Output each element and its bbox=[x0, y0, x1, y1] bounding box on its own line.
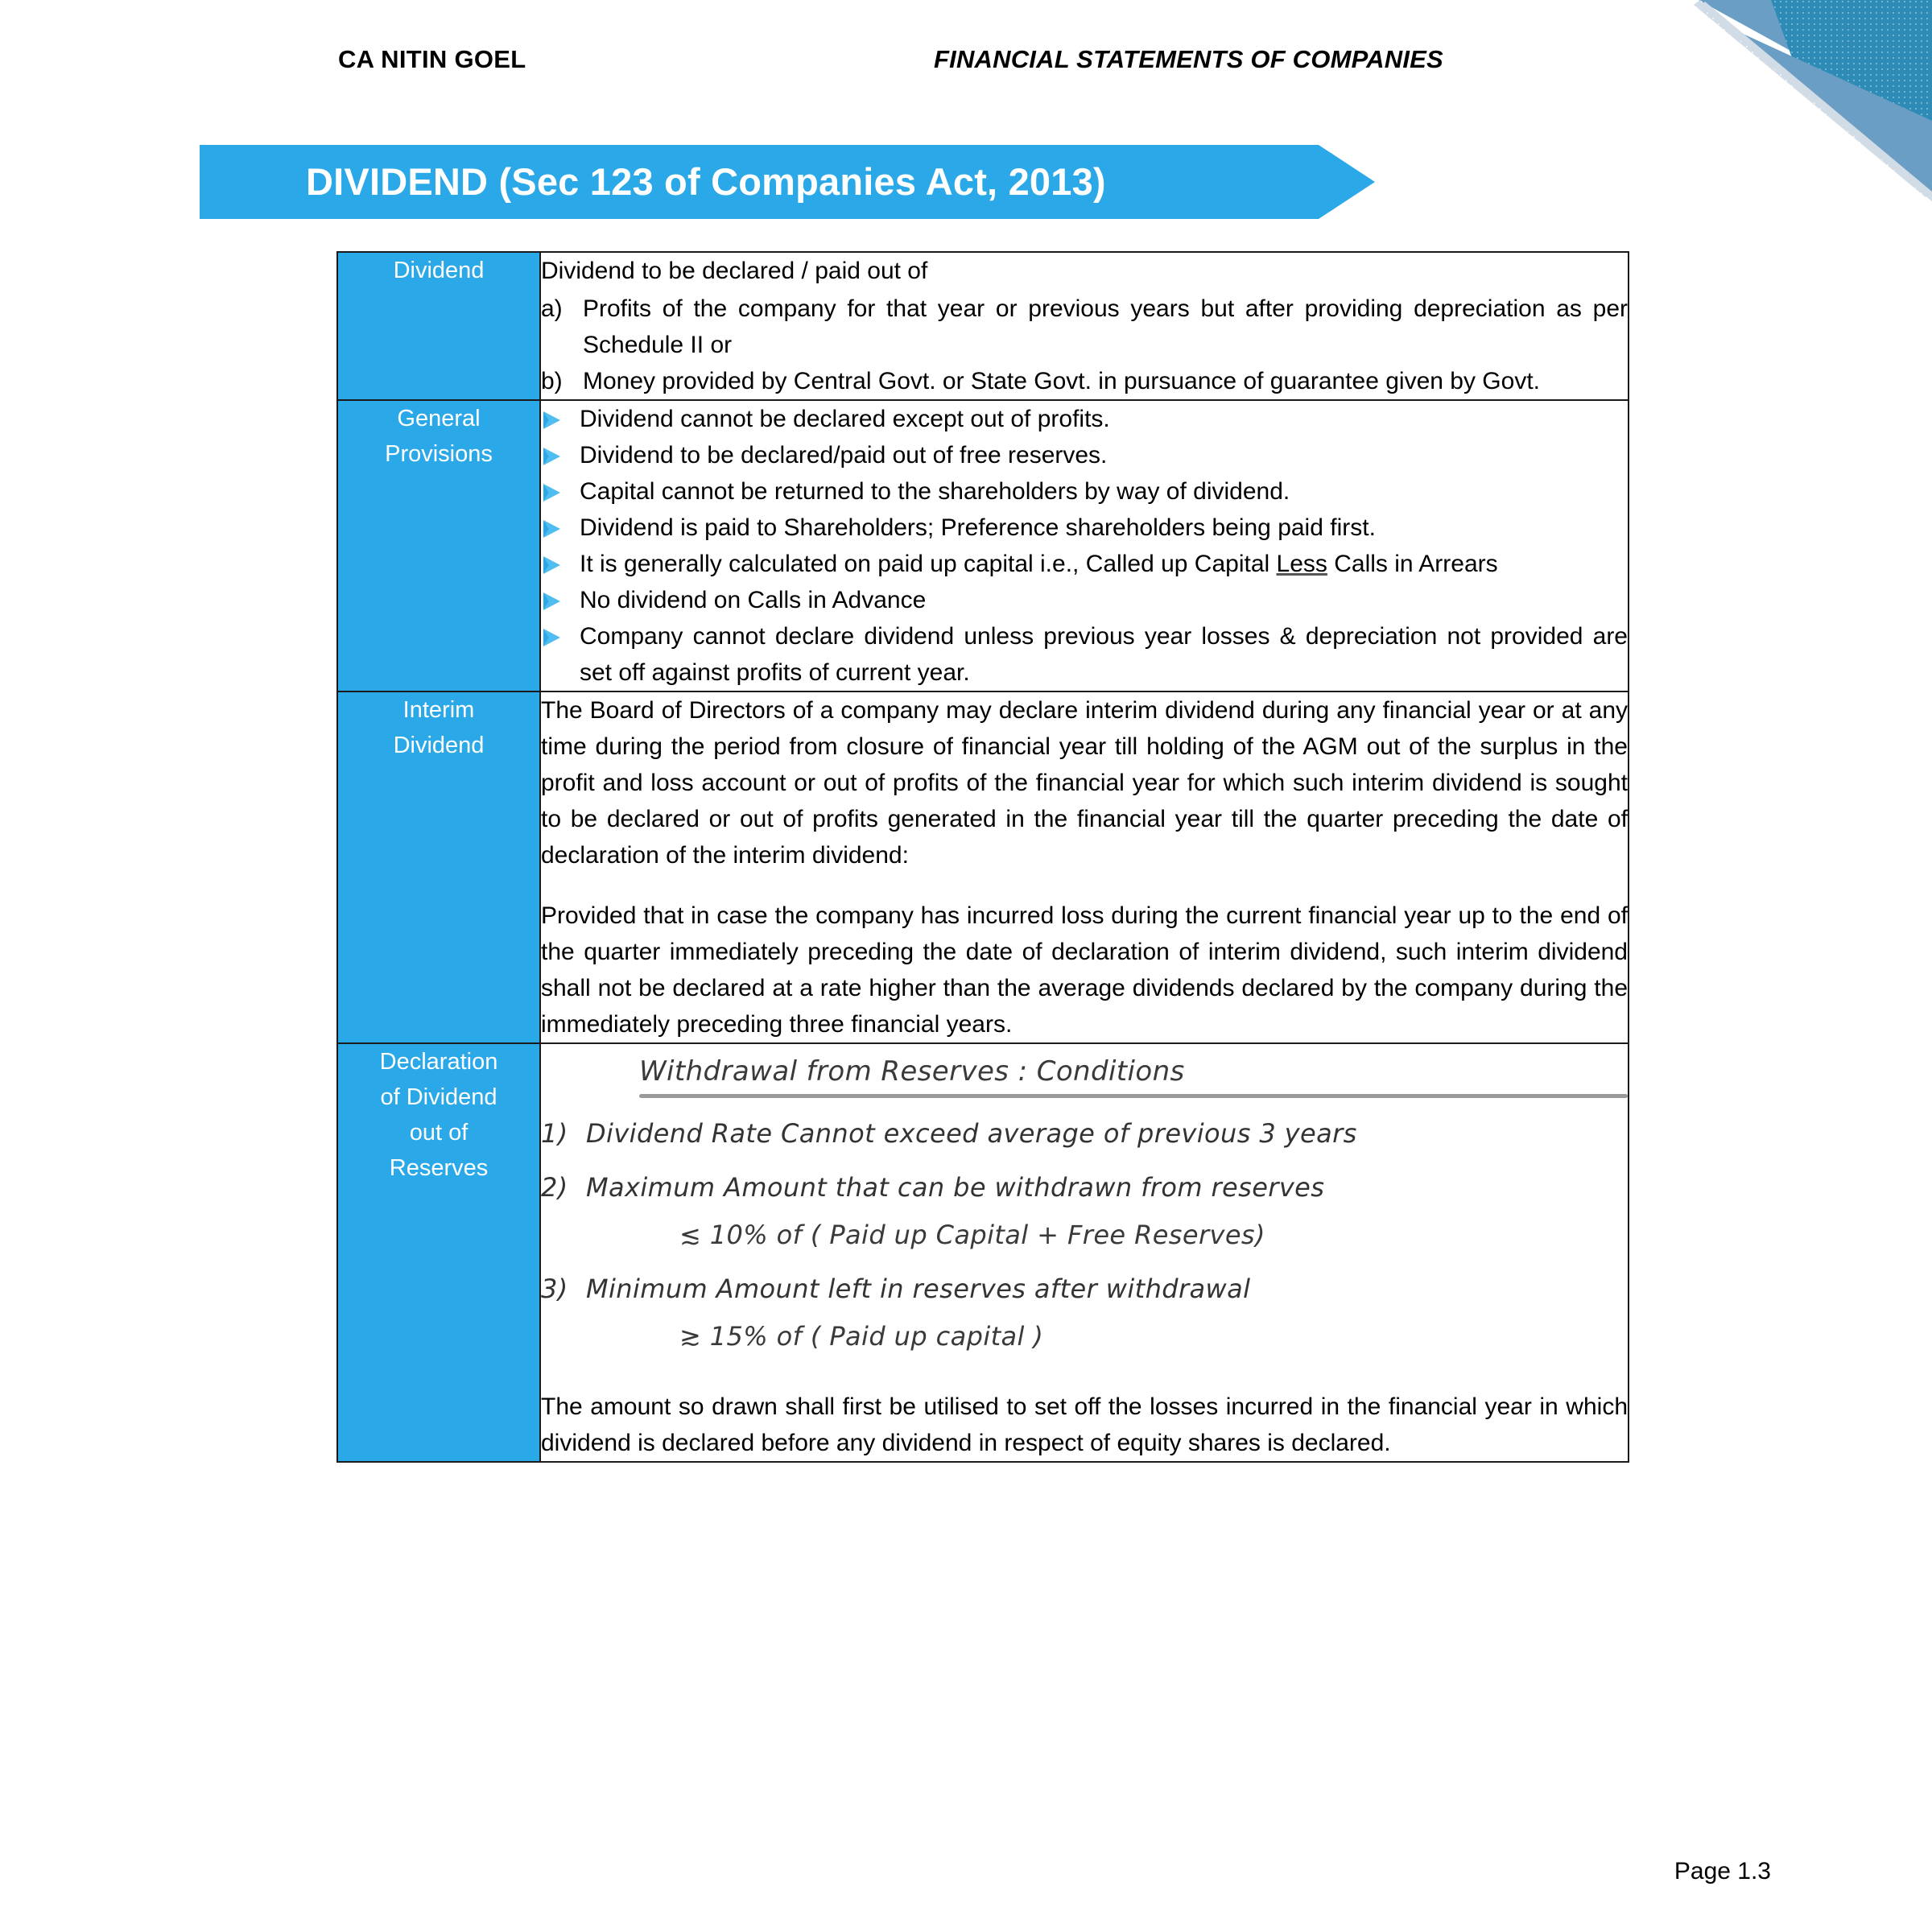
label-line: of Dividend bbox=[380, 1084, 497, 1110]
row-content-dividend bbox=[540, 252, 1629, 400]
list-marker-a: a) bbox=[541, 295, 563, 322]
label-line: Provisions bbox=[385, 441, 493, 467]
handwritten-point-number: 2) bbox=[541, 1172, 568, 1203]
row-label-declaration-out-of-reserves bbox=[337, 1043, 540, 1462]
dividend-alpha-list bbox=[541, 291, 1628, 399]
table-row bbox=[337, 400, 1629, 691]
handwritten-point-text: Minimum Amount left in reserves after withdrawal bbox=[586, 1274, 1251, 1304]
table-row bbox=[337, 691, 1629, 1043]
handwritten-point-2 bbox=[541, 1170, 1628, 1206]
arrow-bullet-icon bbox=[541, 546, 580, 576]
table-row bbox=[337, 1043, 1629, 1462]
handwritten-heading: Withdrawal from Reserves : Conditions bbox=[639, 1055, 1185, 1088]
list-item bbox=[541, 510, 1628, 546]
declaration-closing-paragraph: The amount so drawn shall first be utilised to set off the losses incurred in the financial year in which dividend is declared before any dividend in respect of equity shares is declared. bbox=[541, 1393, 1628, 1456]
list-item bbox=[541, 401, 1628, 437]
bullet-text-underlined: Less bbox=[1276, 551, 1327, 577]
arrow-bullet-icon bbox=[541, 582, 580, 612]
row-label-dividend: Dividend bbox=[337, 252, 540, 400]
label-line: Dividend bbox=[393, 733, 485, 758]
label-line: Reserves bbox=[389, 1155, 489, 1181]
list-item bbox=[541, 437, 1628, 473]
bullet-text-with-underline bbox=[580, 546, 1628, 582]
label-line: Declaration bbox=[379, 1049, 498, 1075]
title-banner bbox=[200, 145, 1375, 219]
deco-shape-light bbox=[1694, 0, 1932, 197]
deco-shape-pale bbox=[1700, 2, 1932, 201]
list-item bbox=[541, 473, 1628, 510]
page-footer bbox=[0, 1853, 1932, 1901]
list-item bbox=[541, 582, 1628, 618]
bullet-text: Company cannot declare dividend unless previous year losses & depreciation not provided are set off against profits of current year. bbox=[580, 623, 1628, 686]
label-line: Interim bbox=[402, 697, 475, 723]
arrow-bullet-icon bbox=[541, 510, 580, 539]
interim-paragraph-1: The Board of Directors of a company may declare interim dividend during any financial year or at any time during the period from closure of financial year till holding of the AGM out of the surplus in the profit and loss account or out of profits of the financial year for which such interim dividend is sought to be declared or out of profits generated in the financial year till the quarter preceding the date of declaration of the interim dividend: bbox=[541, 697, 1628, 869]
handwritten-point-text: Dividend Rate Cannot exceed average of previous 3 years bbox=[586, 1118, 1357, 1149]
table-row bbox=[337, 252, 1629, 400]
handwritten-point-text: Maximum Amount that can be withdrawn from reserves bbox=[586, 1172, 1325, 1203]
bullet-text-suffix: Calls in Arrears bbox=[1327, 551, 1498, 577]
handwritten-point-1 bbox=[541, 1116, 1628, 1152]
page-number: Page 1.3 bbox=[1674, 1858, 1771, 1885]
handwritten-point-number: 3) bbox=[541, 1274, 568, 1304]
row-content-general-provisions bbox=[540, 400, 1629, 691]
bullet-text: No dividend on Calls in Advance bbox=[580, 587, 927, 613]
list-item bbox=[541, 546, 1628, 582]
arrow-bullet-icon bbox=[541, 618, 580, 648]
header-subject: FINANCIAL STATEMENTS OF COMPANIES bbox=[934, 45, 1443, 73]
dividend-table bbox=[336, 251, 1629, 1463]
label-line: General bbox=[397, 406, 481, 431]
list-text-a: Profits of the company for that year or previous years but after providing depreciation as per Schedule II or bbox=[583, 295, 1628, 358]
list-item bbox=[541, 618, 1628, 691]
page-header bbox=[0, 34, 1932, 90]
row-content-interim-dividend bbox=[540, 691, 1629, 1043]
row-label-interim-dividend bbox=[337, 691, 540, 1043]
page-title: DIVIDEND (Sec 123 of Companies Act, 2013) bbox=[306, 160, 1106, 203]
header-author: CA NITIN GOEL bbox=[338, 45, 526, 73]
list-text-b: Money provided by Central Govt. or State Govt. in pursuance of guarantee given by Govt. bbox=[583, 368, 1540, 394]
label-line: out of bbox=[409, 1120, 469, 1146]
bullet-text: Capital cannot be returned to the shareholders by way of dividend. bbox=[580, 478, 1290, 505]
handwritten-heading-underline bbox=[639, 1094, 1628, 1098]
handwritten-notes bbox=[541, 1044, 1628, 1361]
dividend-lead-text: Dividend to be declared / paid out of bbox=[541, 258, 928, 284]
interim-paragraph-2: Provided that in case the company has incurred loss during the current financial year up to the end of the quarter immediately preceding the date of declaration of interim dividend, such interim dividend shall not be declared at a rate higher than the average dividends declared by the company during the immediately preceding three financial years. bbox=[541, 902, 1628, 1038]
arrow-bullet-icon bbox=[541, 473, 580, 503]
handwritten-heading-row bbox=[541, 1054, 1628, 1098]
arrow-bullet-icon bbox=[541, 401, 580, 431]
list-marker-b: b) bbox=[541, 368, 563, 394]
handwritten-point-number: 1) bbox=[541, 1118, 568, 1149]
list-item bbox=[541, 363, 1628, 399]
row-content-declaration-out-of-reserves bbox=[540, 1043, 1629, 1462]
list-item bbox=[541, 291, 1628, 363]
row-label-general-provisions bbox=[337, 400, 540, 691]
bullet-text: Dividend cannot be declared except out of profits. bbox=[580, 406, 1110, 432]
bullet-text: Dividend is paid to Shareholders; Preference shareholders being paid first. bbox=[580, 514, 1376, 541]
bullet-text-prefix: It is generally calculated on paid up capital i.e., Called up Capital bbox=[580, 551, 1277, 577]
handwritten-formula-3: ≳ 15% of ( Paid up capital ) bbox=[679, 1321, 1044, 1352]
handwritten-formula-2: ≲ 10% of ( Paid up Capital + Free Reserves) bbox=[679, 1220, 1265, 1250]
handwritten-point-3 bbox=[541, 1271, 1628, 1307]
general-provisions-list bbox=[541, 401, 1628, 691]
arrow-bullet-icon bbox=[541, 437, 580, 467]
bullet-text: Dividend to be declared/paid out of free reserves. bbox=[580, 442, 1108, 469]
